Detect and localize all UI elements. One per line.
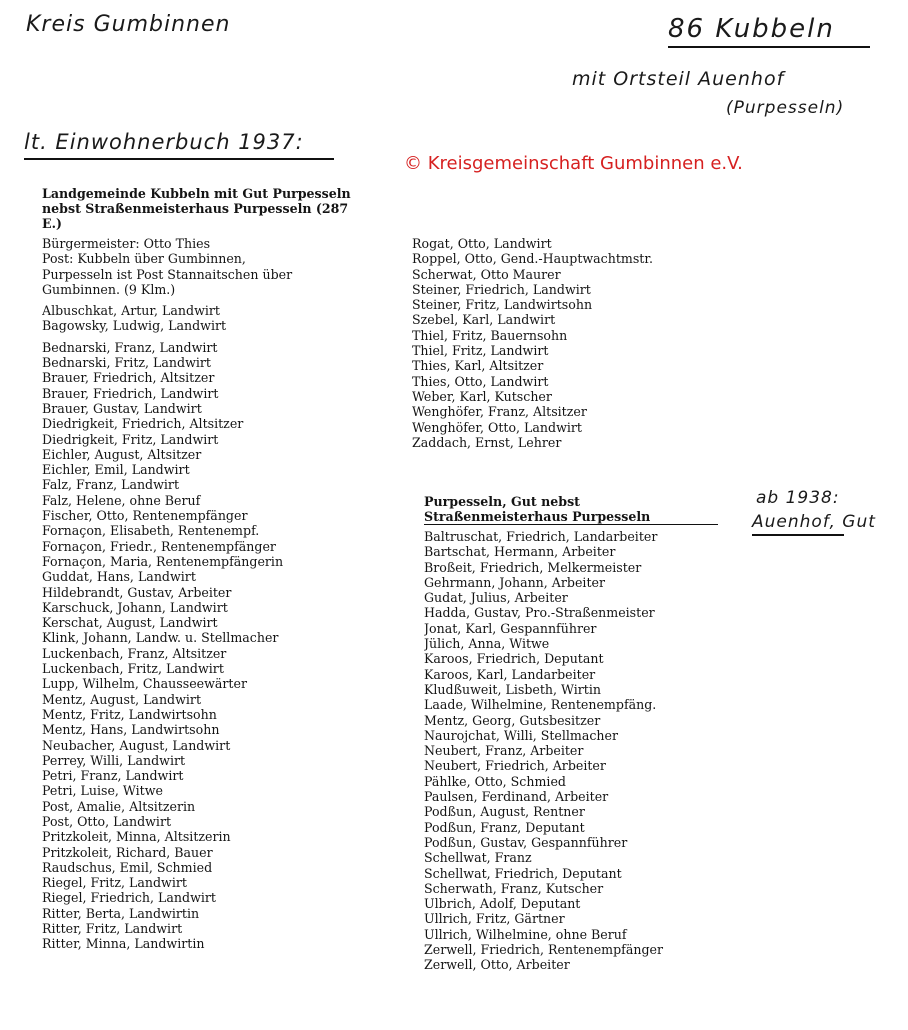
- list-item: Post, Amalie, Altsitzerin: [42, 798, 196, 814]
- list-item: Petri, Franz, Landwirt: [42, 768, 184, 784]
- list-item: Bürgermeister: Otto Thies: [42, 236, 211, 251]
- copyright-notice: © Kreisgemeinschaft Gumbinnen e.V.: [404, 153, 743, 174]
- list-item: Laade, Wilhelmine, Rentenempfäng.: [424, 697, 657, 713]
- list-item: Ulbrich, Adolf, Deputant: [424, 896, 581, 912]
- left-column: [42, 186, 354, 952]
- list-item: Wenghöfer, Otto, Landwirt: [412, 419, 582, 435]
- entry-list-left: [42, 340, 354, 952]
- list-item: Eichler, August, Altsitzer: [42, 446, 202, 462]
- list-item: Bartschat, Hermann, Arbeiter: [424, 544, 616, 560]
- list-item: Mentz, August, Landwirt: [42, 691, 202, 707]
- list-item: Thiel, Fritz, Bauernsohn: [412, 327, 568, 343]
- list-item: Steiner, Fritz, Landwirtsohn: [412, 297, 593, 313]
- list-item: Hildebrandt, Gustav, Arbeiter: [42, 584, 232, 600]
- list-item: Thies, Karl, Altsitzer: [412, 358, 544, 374]
- list-item: Guddat, Hans, Landwirt: [42, 569, 196, 585]
- list-item: Brauer, Gustav, Landwirt: [42, 400, 202, 416]
- list-item: Fornaçon, Maria, Rentenempfängerin: [42, 553, 284, 569]
- list-item: Luckenbach, Franz, Altsitzer: [42, 645, 227, 661]
- list-item: Podßun, Gustav, Gespannführer: [424, 834, 628, 850]
- list-item: Jülich, Anna, Witwe: [424, 636, 550, 652]
- list-item: Ullrich, Fritz, Gärtner: [424, 911, 565, 927]
- list-item: Falz, Helene, ohne Beruf: [42, 492, 201, 508]
- list-item: Scherwath, Franz, Kutscher: [424, 880, 604, 896]
- list-item: Pritzkoleit, Richard, Bauer: [42, 844, 213, 860]
- list-item: Post: Kubbeln über Gumbinnen,: [42, 251, 246, 267]
- list-item: Luckenbach, Fritz, Landwirt: [42, 661, 224, 677]
- list-item: Ritter, Berta, Landwirtin: [42, 905, 200, 921]
- list-item: Lupp, Wilhelm, Chausseewärter: [42, 676, 247, 692]
- list-item: Paulsen, Ferdinand, Arbeiter: [424, 789, 609, 805]
- handwritten-ab-1938: ab 1938:: [756, 488, 840, 508]
- list-item: Naurojchat, Willi, Stellmacher: [424, 727, 619, 743]
- list-item: Fornaçon, Friedr., Rentenempfänger: [42, 538, 276, 554]
- list-item: Albuschkat, Artur, Landwirt: [42, 303, 220, 319]
- list-item: Thies, Otto, Landwirt: [412, 373, 549, 389]
- entry-list-top: [42, 303, 354, 334]
- list-item: Mentz, Fritz, Landwirtsohn: [42, 706, 217, 722]
- list-item: Neubert, Friedrich, Arbeiter: [424, 758, 606, 774]
- municipality-meta: [42, 236, 354, 297]
- list-item: Zaddach, Ernst, Lehrer: [412, 434, 562, 450]
- list-item: Riegel, Friedrich, Landwirt: [42, 890, 216, 906]
- list-item: Karoos, Karl, Landarbeiter: [424, 666, 596, 682]
- estate-heading: Purpesseln, Gut nebst Straßenmeisterhaus Purpesseln: [424, 494, 718, 525]
- list-item: Fornaçon, Elisabeth, Rentenempf.: [42, 523, 260, 539]
- list-item: Mentz, Georg, Gutsbesitzer: [424, 712, 601, 728]
- list-item: Fischer, Otto, Rentenempfänger: [42, 508, 248, 524]
- list-item: Schellwat, Friedrich, Deputant: [424, 865, 622, 881]
- list-item: Raudschus, Emil, Schmied: [42, 859, 213, 875]
- list-item: Jonat, Karl, Gespannführer: [424, 620, 597, 636]
- source-underline: [24, 158, 334, 160]
- list-item: Zerwell, Otto, Arbeiter: [424, 957, 570, 973]
- right-column-bottom: [424, 494, 718, 973]
- list-item: Hadda, Gustav, Pro.-Straßenmeister: [424, 605, 655, 621]
- list-item: Szebel, Karl, Landwirt: [412, 312, 556, 328]
- list-item: Falz, Franz, Landwirt: [42, 477, 180, 493]
- list-item: Kludßuweit, Lisbeth, Wirtin: [424, 681, 601, 697]
- list-item: Scherwat, Otto Maurer: [412, 266, 561, 282]
- list-item: Eichler, Emil, Landwirt: [42, 462, 190, 478]
- list-item: Kerschat, August, Landwirt: [42, 615, 218, 631]
- handwritten-source: lt. Einwohnerbuch 1937:: [24, 130, 304, 154]
- list-item: Pritzkoleit, Minna, Altsitzerin: [42, 829, 231, 845]
- list-item: Gehrmann, Johann, Arbeiter: [424, 574, 605, 590]
- list-item: Bagowsky, Ludwig, Landwirt: [42, 318, 227, 334]
- list-item: Podßun, Franz, Deputant: [424, 819, 585, 835]
- entry-list-right-top: [412, 236, 653, 450]
- list-item: Podßun, August, Rentner: [424, 804, 585, 820]
- list-item: Rogat, Otto, Landwirt: [412, 236, 552, 251]
- list-item: Wenghöfer, Franz, Altsitzer: [412, 404, 587, 420]
- list-item: Zerwell, Friedrich, Rentenempfänger: [424, 942, 663, 958]
- auenhof-underline: [752, 534, 844, 536]
- list-item: Thiel, Fritz, Landwirt: [412, 343, 549, 359]
- list-item: Diedrigkeit, Fritz, Landwirt: [42, 431, 219, 447]
- list-item: Roppel, Otto, Gend.-Hauptwachtmstr.: [412, 251, 653, 267]
- list-item: Purpesseln ist Post Stannaitschen über: [42, 266, 293, 282]
- list-item: Klink, Johann, Landw. u. Stellmacher: [42, 630, 279, 646]
- handwritten-ortsteil: mit Ortsteil Auenhof: [572, 68, 785, 90]
- list-item: Perrey, Willi, Landwirt: [42, 752, 186, 768]
- handwritten-ortsteil-old-name: (Purpesseln): [726, 98, 845, 118]
- list-item: Gumbinnen. (9 Klm.): [42, 281, 176, 297]
- list-item: Steiner, Friedrich, Landwirt: [412, 281, 591, 297]
- list-item: Ullrich, Wilhelmine, ohne Beruf: [424, 926, 627, 942]
- list-item: Karoos, Friedrich, Deputant: [424, 651, 604, 667]
- list-item: Ritter, Minna, Landwirtin: [42, 936, 205, 952]
- list-item: Riegel, Fritz, Landwirt: [42, 875, 187, 891]
- right-column-top: [412, 236, 653, 450]
- list-item: Bednarski, Franz, Landwirt: [42, 339, 218, 355]
- handwritten-district: Kreis Gumbinnen: [26, 12, 231, 37]
- list-item: Karschuck, Johann, Landwirt: [42, 599, 228, 615]
- list-item: Pählke, Otto, Schmied: [424, 773, 566, 789]
- list-item: Weber, Karl, Kutscher: [412, 388, 552, 404]
- list-item: Neubacher, August, Landwirt: [42, 737, 231, 753]
- entry-list-right-bottom: [424, 529, 718, 973]
- list-item: Broßeit, Friedrich, Melkermeister: [424, 559, 642, 575]
- list-item: Brauer, Friedrich, Landwirt: [42, 385, 219, 401]
- list-item: Schellwat, Franz: [424, 850, 532, 866]
- list-item: Petri, Luise, Witwe: [42, 783, 163, 799]
- place-underline: [668, 46, 870, 48]
- list-item: Brauer, Friedrich, Altsitzer: [42, 370, 215, 386]
- list-item: Mentz, Hans, Landwirtsohn: [42, 722, 220, 738]
- municipality-heading: Landgemeinde Kubbeln mit Gut Purpesseln nebst Straßenmeisterhaus Purpesseln (287 E.): [42, 186, 351, 231]
- list-item: Baltruschat, Friedrich, Landarbeiter: [424, 529, 658, 544]
- list-item: Diedrigkeit, Friedrich, Altsitzer: [42, 416, 244, 432]
- list-item: Ritter, Fritz, Landwirt: [42, 921, 183, 937]
- handwritten-auenhof-gut: Auenhof, Gut: [752, 512, 876, 532]
- list-item: Neubert, Franz, Arbeiter: [424, 743, 584, 759]
- handwritten-place-number: 86 Kubbeln: [668, 14, 835, 44]
- list-item: Bednarski, Fritz, Landwirt: [42, 355, 211, 371]
- list-item: Post, Otto, Landwirt: [42, 813, 172, 829]
- list-item: Gudat, Julius, Arbeiter: [424, 590, 568, 606]
